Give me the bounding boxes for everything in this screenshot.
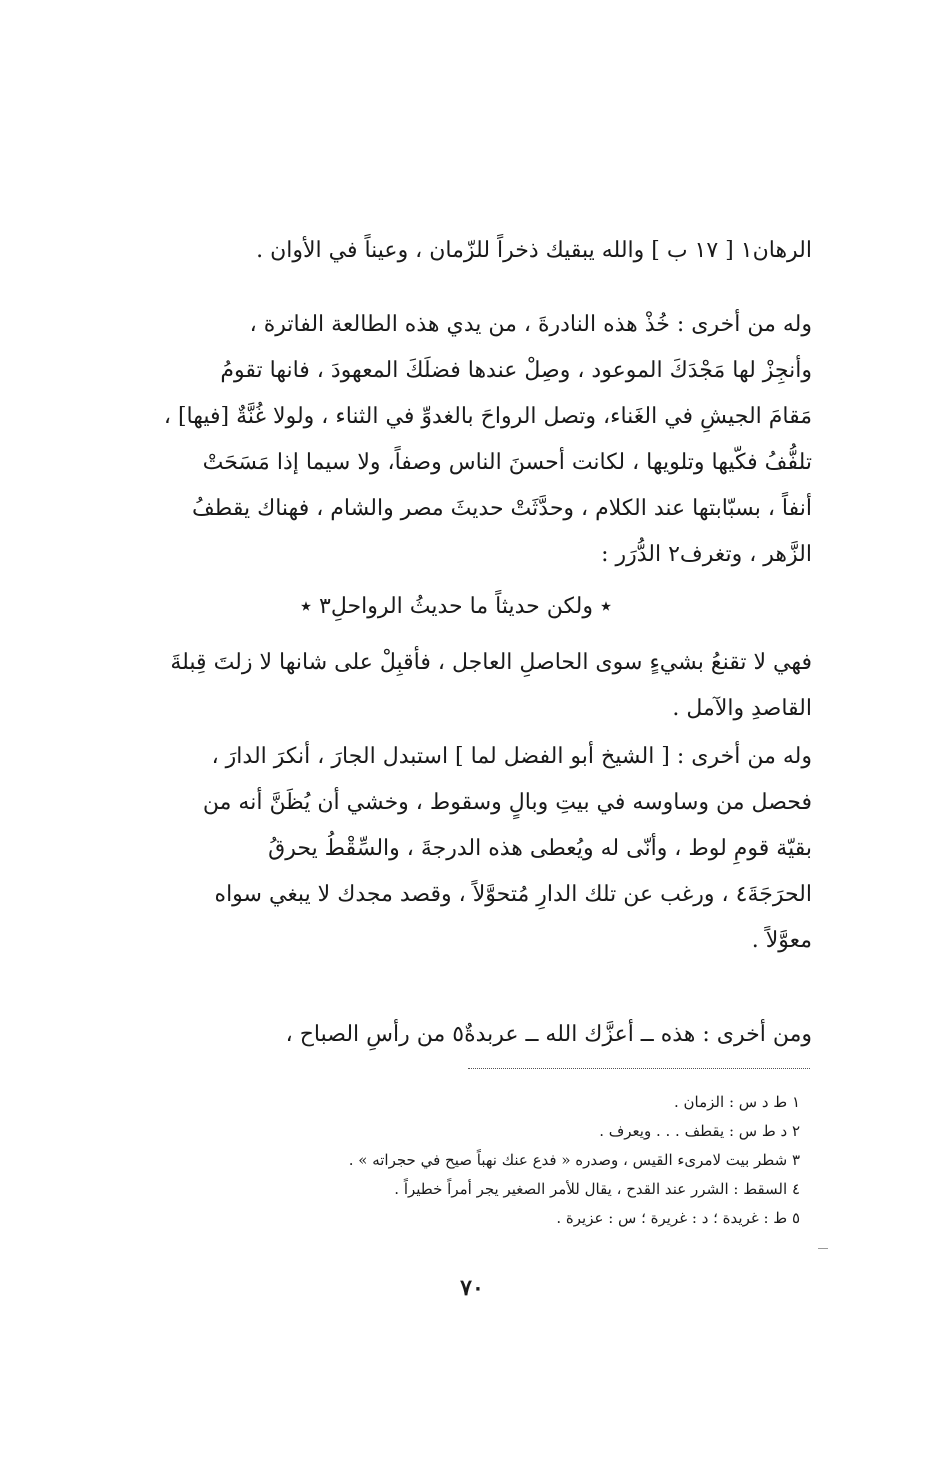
paragraph-4 bbox=[100, 734, 812, 964]
paragraph-5 bbox=[100, 1012, 812, 1058]
page-number: ٧٠ bbox=[460, 1275, 484, 1301]
text-line: وله من أخرى : [ الشيخ أبو الفضل لما ] استبدل الجارَ ، أنكرَ الدارَ ، bbox=[211, 744, 812, 769]
text-line: تلفُّفُ فكّيها وتلويها ، لكانت أحسنَ الناس وصفاً، ولا سيما إذا مَسَحَتْ bbox=[202, 450, 812, 475]
footnote: ٥ ط : غريدة ؛ د : غريرة ؛ س : عزيرة . bbox=[556, 1209, 800, 1227]
text-line: الحرَجَةَ٤ ، ورغب عن تلك الدارِ مُتحوَّلاً ، وقصد مجدك لا يبغي سواه bbox=[214, 882, 812, 907]
text-line: فحصل من وساوسه في بيتِ وبالٍ وسقوط ، وخشي أن يُظَنَّ أنه من bbox=[202, 790, 812, 815]
text-line: الزَّهر ، وتغرف٢ الدُّرَر : bbox=[601, 542, 812, 567]
footnote: ١ ط د س : الزمان . bbox=[674, 1093, 800, 1111]
footnote: ٢ د ط س : يقطف . . . ويعرف . bbox=[599, 1122, 800, 1140]
poetry-verse: ٭ ولكن حديثاً ما حديثُ الرواحلِ٣ ٭ bbox=[300, 594, 612, 619]
text-line: بقيّة قومِ لوط ، وأنّى له ويُعطى هذه الدرجةَ ، والسِّقْطُ يحرقُ bbox=[268, 836, 812, 861]
text-line: مَقامَ الجيشِ في الغَناء، وتصل الرواحَ بالغدوِّ في الثناء ، ولولا غُنَّةٌ [فيها] ، bbox=[163, 404, 812, 429]
footnote: ٣ شطر بيت لامرىء القيس ، وصدره « فدع عنك نهباً صيح في حجراته » . bbox=[348, 1151, 800, 1169]
footnotes bbox=[220, 1088, 800, 1233]
text-line: القاصدِ والآمل . bbox=[672, 696, 812, 721]
text-line: معوَّلاً . bbox=[751, 928, 812, 953]
footnote-divider bbox=[468, 1068, 810, 1069]
text-line: وله من أخرى : خُذْ هذه النادرةَ ، من يدي هذه الطالعة الفاترة ، bbox=[249, 312, 812, 337]
paragraph-1 bbox=[100, 228, 812, 274]
text-line: وأنجِزْ لها مَجْدَكَ الموعود ، وصِلْ عندها فضلَكَ المعهودَ ، فانها تقومُ bbox=[220, 358, 812, 383]
text-line: الرهان١ [ ١٧ ب ] والله يبقيك ذخراً للزّمان ، وعيناً في الأوان . bbox=[256, 238, 812, 263]
text-line: ومن أخرى : هذه ــ أعزَّك الله ــ عربدةٌ٥ من رأسِ الصباح ، bbox=[285, 1022, 812, 1047]
text-line: أنفاً ، بسبّابتها عند الكلام ، وحدَّثَتْ حديثَ مصر والشام ، فهناك يقطفُ bbox=[192, 496, 812, 521]
footnote: ٤ السقط : الشرر عند القدح ، يقال للأمر الصغير يجر أمراً خطيراً . bbox=[394, 1180, 800, 1198]
paragraph-3 bbox=[100, 640, 812, 732]
scan-artifact bbox=[818, 1248, 828, 1249]
text-line: فهي لا تقنعُ بشيءٍ سوى الحاصلِ العاجل ، فأقبِلْ على شانها لا زلتَ قِبلةَ bbox=[170, 650, 812, 675]
paragraph-2 bbox=[100, 302, 812, 578]
